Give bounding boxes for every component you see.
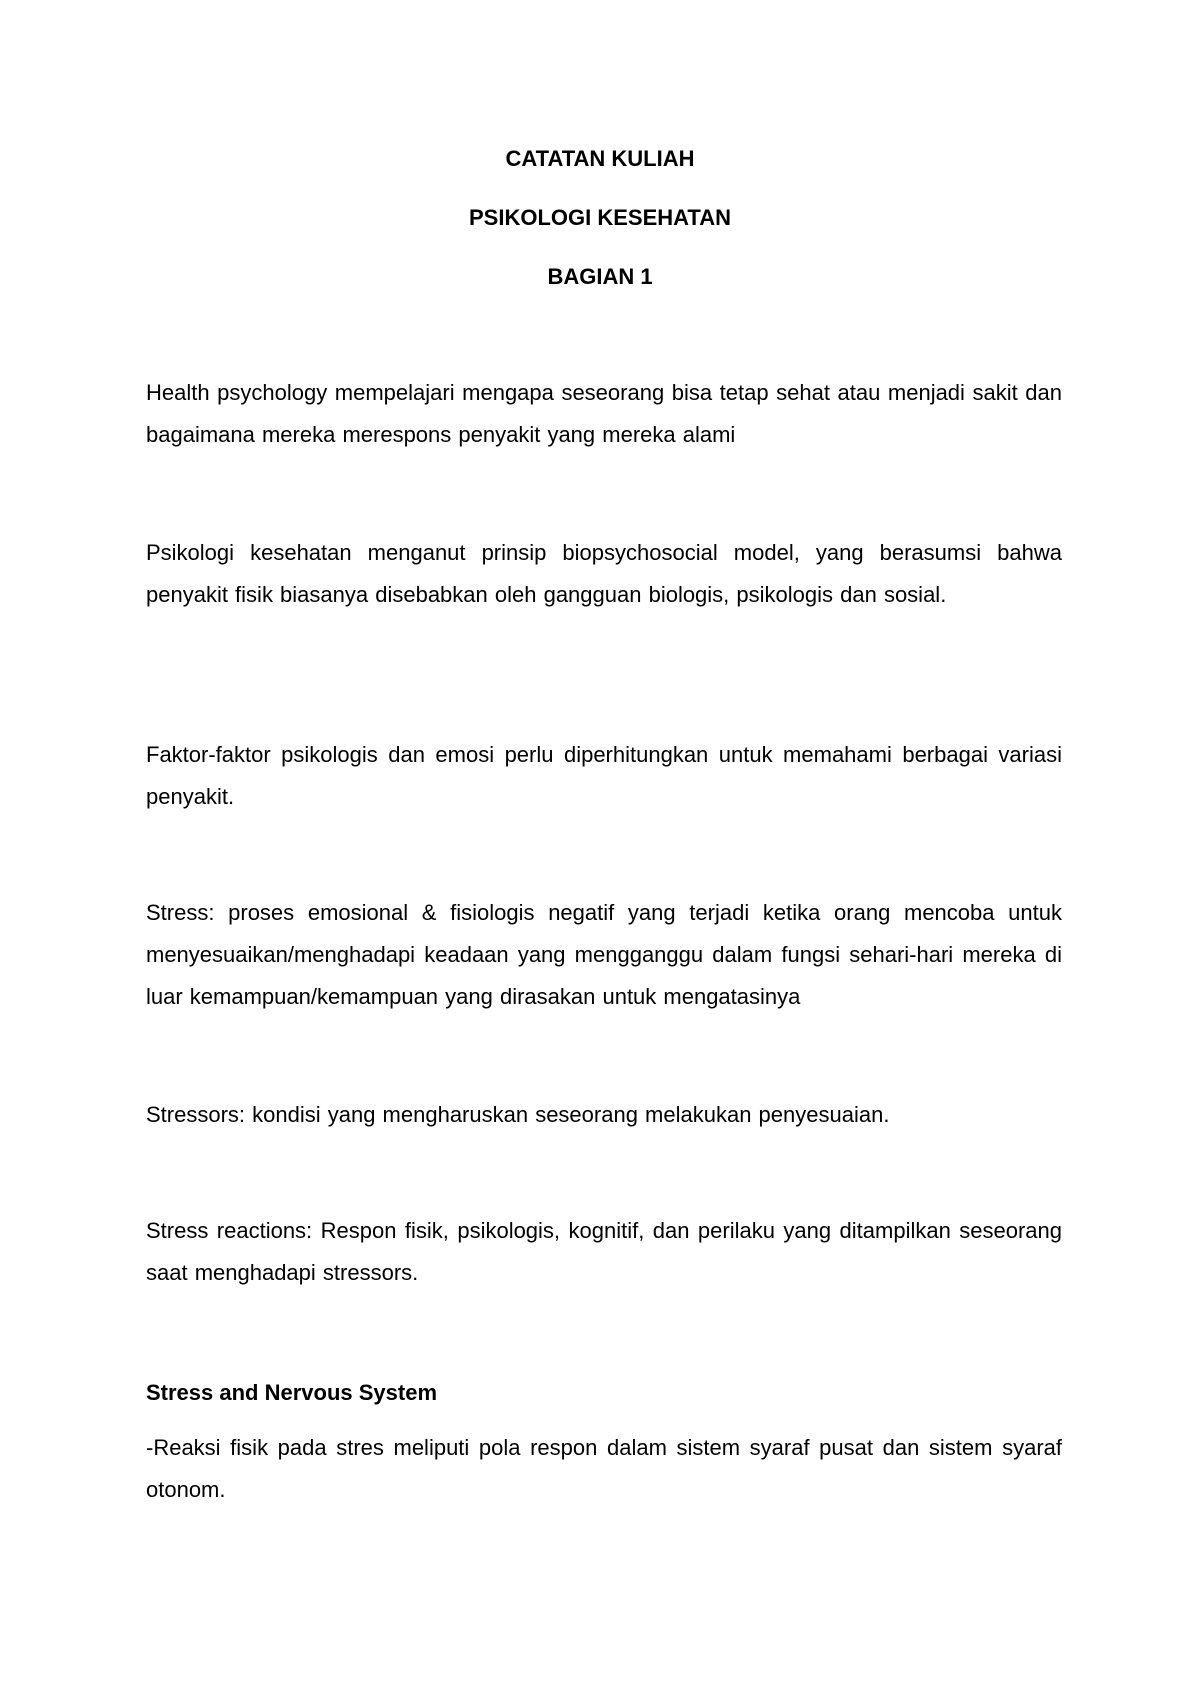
paragraph-stress-definition: Stress: proses emosional & fisiologis negatif yang terjadi ketika orang mencoba untuk menyesuaikan/menghadapi keadaan yang mengganggu dalam fungsi sehari-hari mereka di luar kemampuan/kemampuan yang dirasakan untuk mengatasinya bbox=[146, 900, 1062, 1009]
doc-title-psikologi-kesehatan: PSIKOLOGI KESEHATAN bbox=[469, 205, 731, 230]
doc-title-bagian: BAGIAN 1 bbox=[547, 264, 653, 289]
paragraph-health-psychology: Health psychology mempelajari mengapa seseorang bisa tetap sehat atau menjadi sakit dan bagaimana mereka merespons penyakit yang mereka alami bbox=[146, 380, 1062, 447]
paragraph-reaksi-fisik: -Reaksi fisik pada stres meliputi pola respon dalam sistem syaraf pusat dan sistem syaraf otonom. bbox=[146, 1435, 1062, 1502]
paragraph-biopsychosocial: Psikologi kesehatan menganut prinsip biopsychosocial model, yang berasumsi bahwa penyakit fisik biasanya disebabkan oleh gangguan biologis, psikologis dan sosial. bbox=[146, 540, 1062, 607]
paragraph-faktor-psikologis: Faktor-faktor psikologis dan emosi perlu diperhitungkan untuk memahami berbagai variasi penyakit. bbox=[146, 742, 1062, 809]
paragraph-stressors: Stressors: kondisi yang mengharuskan seseorang melakukan penyesuaian. bbox=[146, 1102, 890, 1127]
section-heading-nervous-system: Stress and Nervous System bbox=[146, 1380, 438, 1405]
paragraph-stress-reactions: Stress reactions: Respon fisik, psikologis, kognitif, dan perilaku yang ditampilkan seseorang saat menghadapi stressors. bbox=[146, 1218, 1062, 1285]
doc-title-catatan-kuliah: CATATAN KULIAH bbox=[505, 146, 695, 171]
